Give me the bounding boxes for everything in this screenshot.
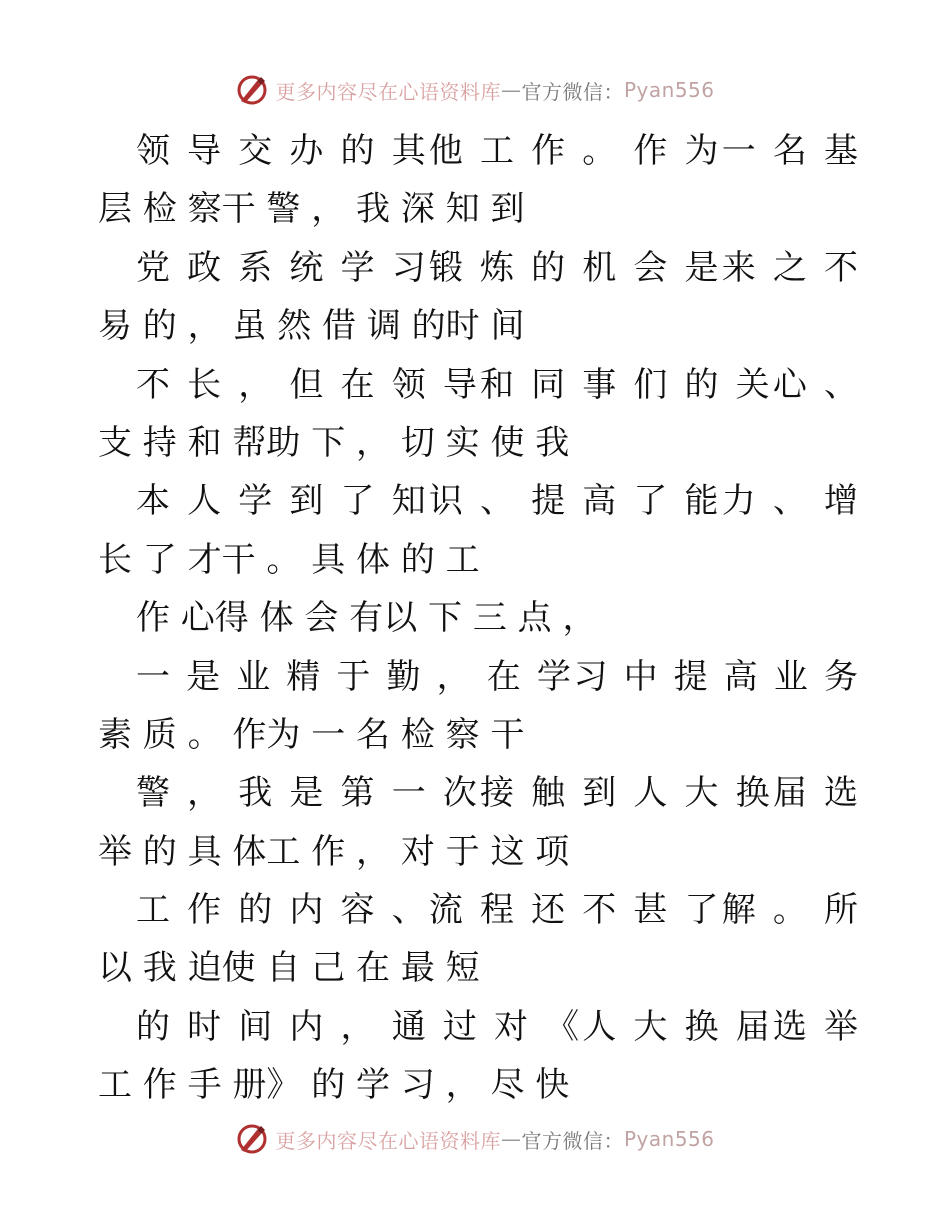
watermark-wechat-id: Pyan556 <box>623 1127 715 1151</box>
footer-watermark <box>0 1121 950 1157</box>
watermark-official-label: 官方微信： <box>521 79 624 104</box>
text-line: 工 作 的 内 容 、流 程 还 不 甚 了解 。 所 <box>136 890 858 931</box>
text-line: 举 的 具 体工 作 ， 对 于 这 项 <box>98 831 570 872</box>
text-line: 领 导 交 办 的 其他 工 作 。 作 为一 名 基 <box>136 131 858 171</box>
text-line: 易 的 ， 虽 然 借 调 的时 间 <box>98 306 525 347</box>
text-line: 长 了 才干 。 具 体 的 工 <box>98 539 480 580</box>
text-line: 的 时 间 内 ， 通 过 对 《人 大 换 届选 举 <box>136 1006 858 1047</box>
pen-logo-icon <box>235 73 269 107</box>
watermark-dash: — <box>500 78 522 102</box>
text-line: 作 心得 体 会 有以 下 三 点 ， <box>136 598 597 639</box>
pen-logo-icon <box>235 1122 269 1156</box>
text-line: 本 人 学 到 了 知识 、 提 高 了 能力 、 增 <box>136 481 858 522</box>
watermark-brand-text: 更多内容尽在心语资料库 <box>275 79 501 104</box>
text-line: 支 持 和 帮助 下 ， 切 实 使 我 <box>98 422 570 463</box>
text-line: 警 ， 我 是 第 一 次接 触 到 人 大 换届 选 <box>136 773 858 814</box>
watermark-dash: — <box>500 1127 522 1151</box>
text-line: 不 长 ， 但 在 领 导和 同 事 们 的 关心 、 <box>136 364 858 405</box>
document-body <box>98 122 858 1115</box>
text-line: 一 是 业 精 于 勤 ， 在 学习 中 提 高 业 务 <box>136 656 858 697</box>
text-line: 以 我 迫使 自 己 在 最 短 <box>98 948 480 989</box>
text-line: 工 作 手 册》 的 学 习 ， 尽 快 <box>98 1065 570 1106</box>
text-line: 党 政 系 统 学 习锻 炼 的 机 会 是来 之 不 <box>136 247 858 288</box>
text-line: 素 质 。 作为 一 名 检 察 干 <box>98 714 525 755</box>
text-line: 层 检 察干 警 ， 我 深 知 到 <box>98 189 525 230</box>
watermark-wechat-id: Pyan556 <box>623 78 715 102</box>
header-watermark <box>0 72 950 108</box>
watermark-official-label: 官方微信： <box>521 1128 624 1153</box>
watermark-brand-text: 更多内容尽在心语资料库 <box>275 1128 501 1153</box>
